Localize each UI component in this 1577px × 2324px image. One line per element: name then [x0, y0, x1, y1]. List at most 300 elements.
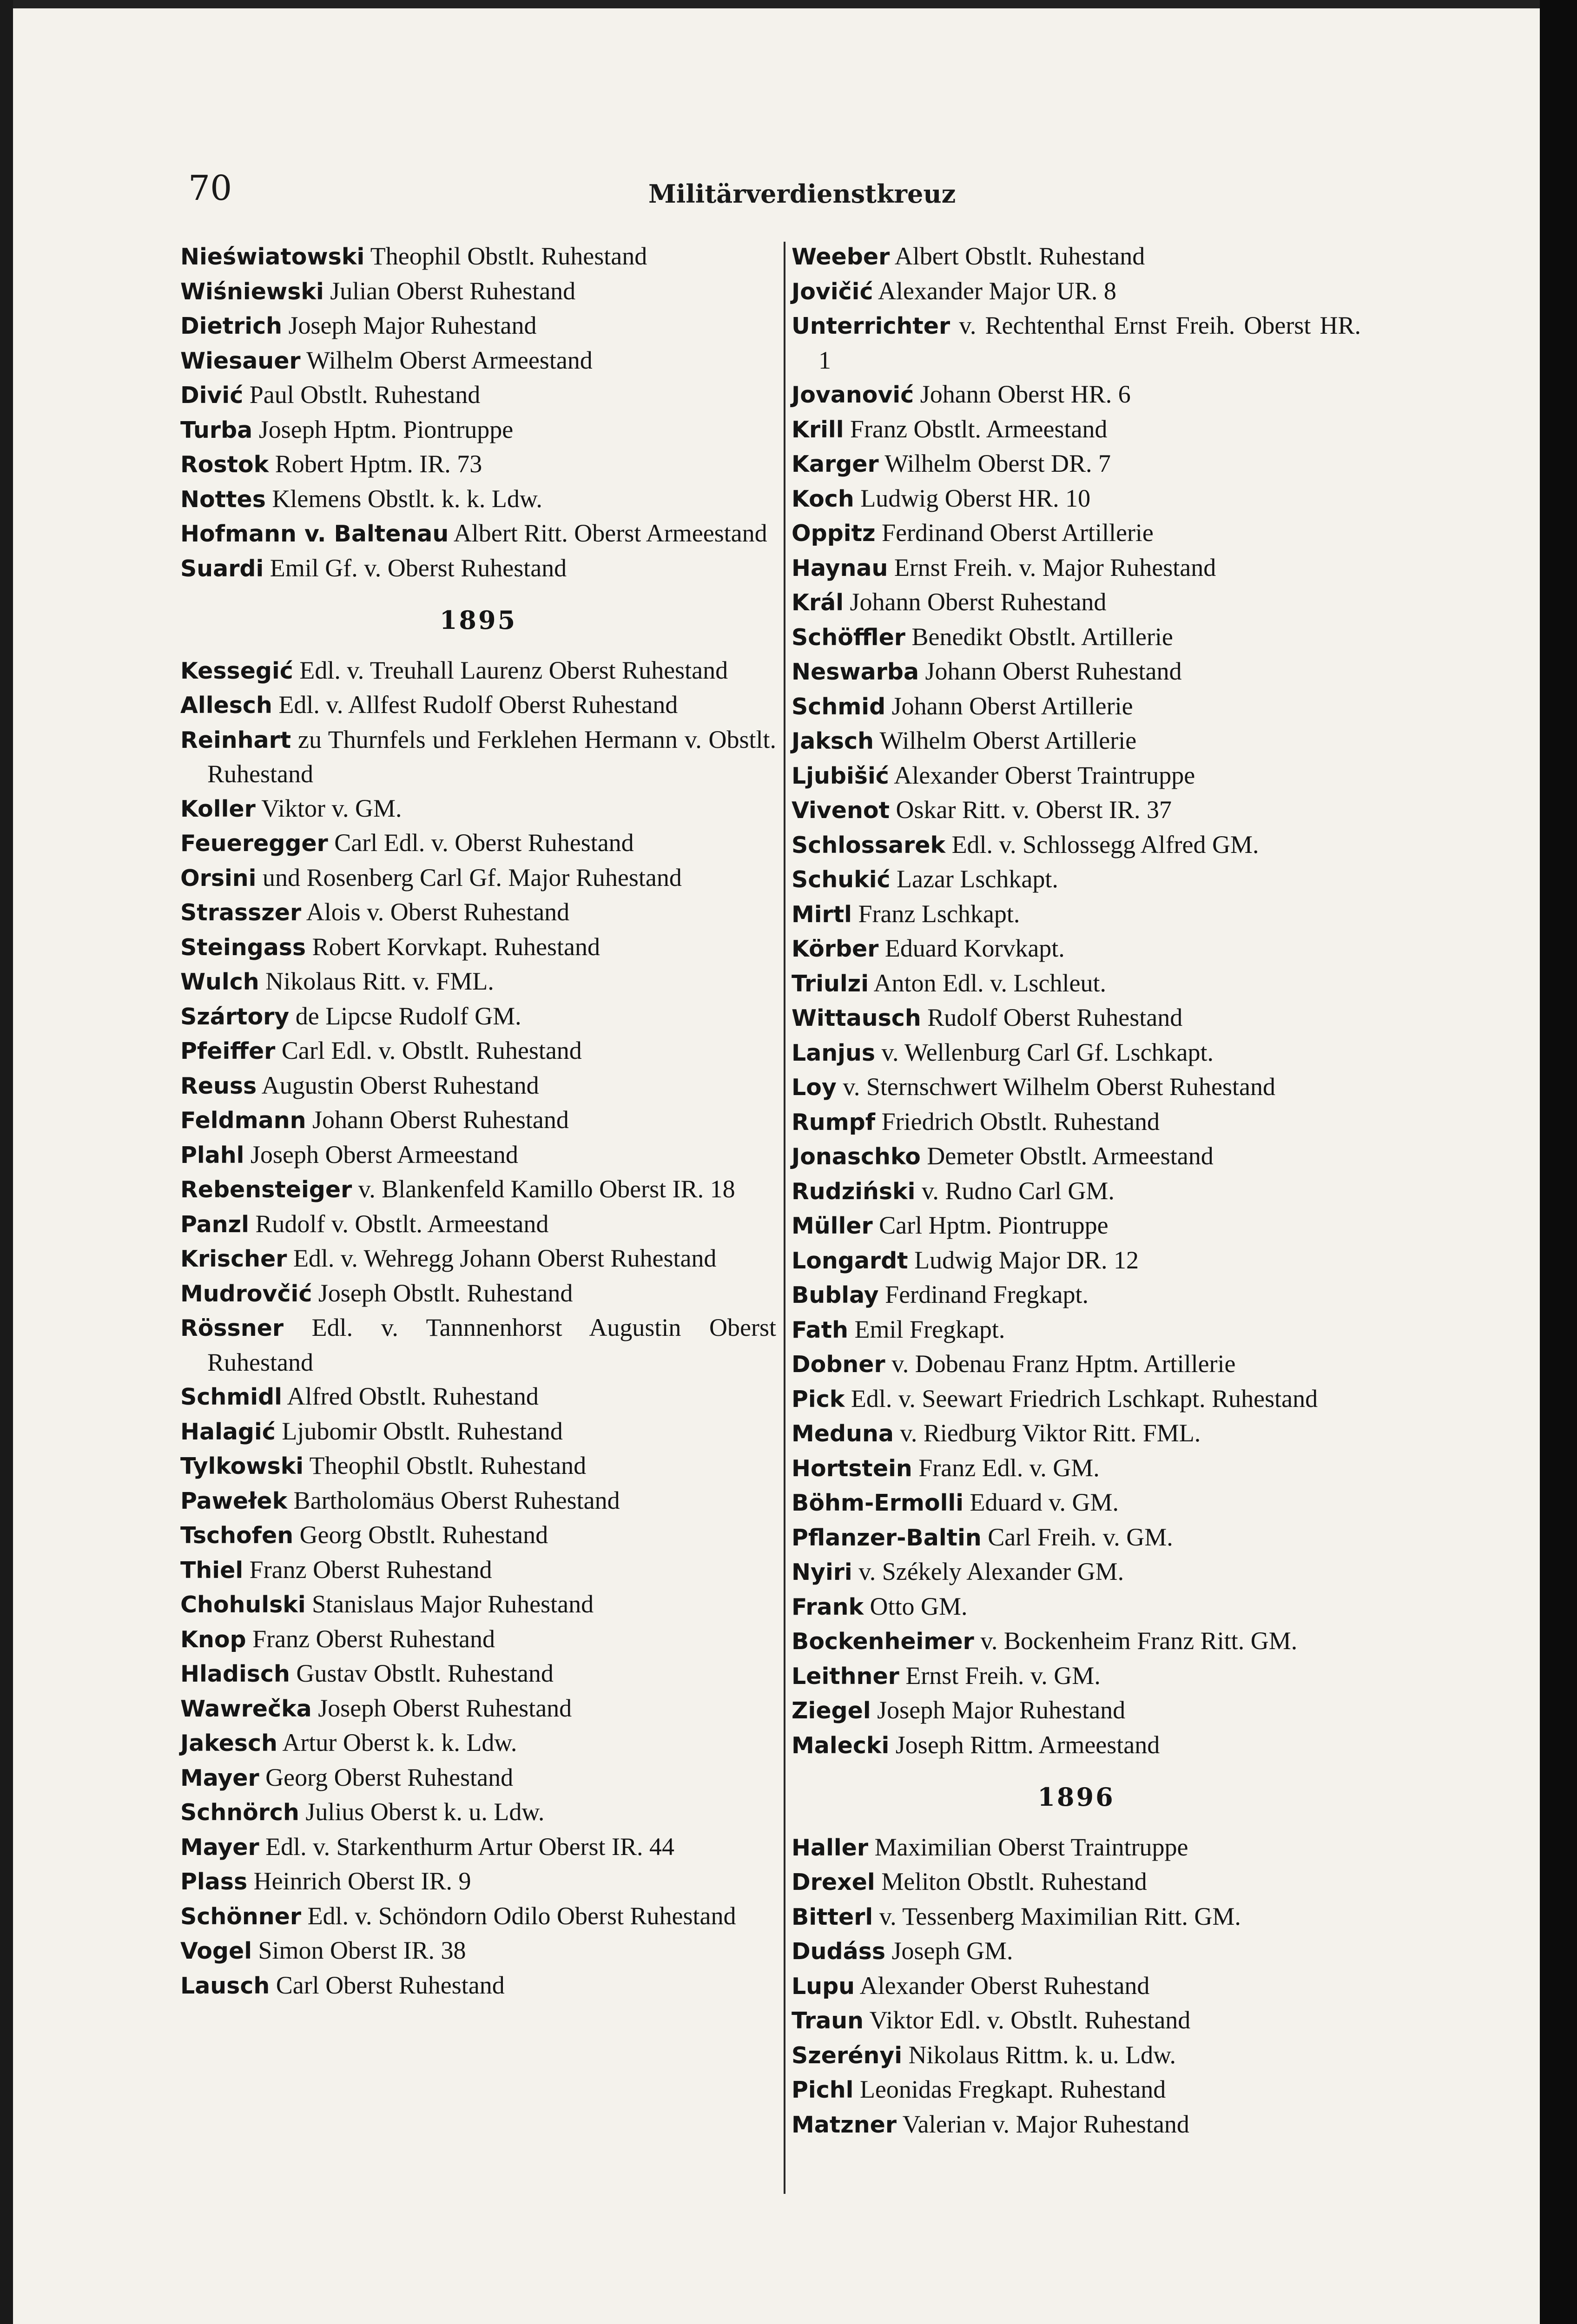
- list-item: [792, 966, 1361, 1001]
- entry-surname: Wiesauer: [180, 347, 301, 374]
- list-item: [180, 723, 776, 792]
- list-item: [180, 1172, 776, 1207]
- entry-details: Eduard v. GM.: [963, 1488, 1119, 1516]
- entry-details: Franz Lschkapt.: [851, 899, 1020, 928]
- right-entries-after-year: [792, 1830, 1361, 2142]
- entry-details: Heinrich Oberst IR. 9: [247, 1867, 471, 1895]
- entry-details: Alexander Oberst Traintruppe: [889, 761, 1195, 789]
- entry-surname: Jakesch: [180, 1730, 277, 1756]
- list-item: [792, 2038, 1361, 2073]
- entry-details: Bartholomäus Oberst Ruhestand: [287, 1486, 620, 1514]
- list-item: [792, 482, 1361, 516]
- list-item: [792, 862, 1361, 897]
- year-heading: 1896: [1037, 1782, 1115, 1812]
- entry-surname: Schlossarek: [792, 832, 946, 858]
- list-item: [792, 1934, 1361, 1969]
- entry-details: Joseph Major Ruhestand: [871, 1696, 1126, 1724]
- entry-surname: Mirtl: [792, 901, 852, 928]
- list-item: [180, 551, 776, 586]
- list-item: [180, 1138, 776, 1173]
- entry-surname: Thiel: [180, 1557, 244, 1584]
- entry-details: Nikolaus Rittm. k. u. Ldw.: [902, 2040, 1176, 2069]
- list-item: [180, 1518, 776, 1553]
- list-item: [180, 1934, 776, 1968]
- list-item: [180, 654, 776, 688]
- entry-surname: Fath: [792, 1316, 848, 1343]
- entry-surname: Pawełek: [180, 1487, 288, 1514]
- entry-details: Georg Obstlt. Ruhestand: [293, 1521, 548, 1549]
- list-item: [180, 1968, 776, 2003]
- entry-surname: Hortstein: [792, 1455, 912, 1482]
- entry-details: Ludwig Oberst HR. 10: [854, 484, 1091, 512]
- entry-surname: Ljubišić: [792, 762, 889, 789]
- scan-edge-left: [0, 0, 13, 2324]
- list-item: [792, 239, 1361, 274]
- list-item: [180, 999, 776, 1034]
- entry-details: v. Rudno Carl GM.: [915, 1176, 1115, 1205]
- entry-surname: Nieświatowski: [180, 244, 365, 270]
- list-item: [792, 1313, 1361, 1347]
- entry-details: Artur Oberst k. k. Ldw.: [277, 1729, 517, 1756]
- list-item: [792, 1174, 1361, 1209]
- entry-surname: Rostok: [180, 451, 269, 478]
- entry-surname: Neswarba: [792, 659, 919, 685]
- entry-details: Wilhelm Oberst Armeestand: [300, 346, 593, 374]
- entry-surname: Schnörch: [180, 1799, 299, 1826]
- entry-details: Oskar Ritt. v. Oberst IR. 37: [890, 796, 1172, 824]
- entry-details: Ljubomir Obstlt. Ruhestand: [275, 1417, 563, 1445]
- entry-surname: Krischer: [180, 1246, 287, 1272]
- list-item: [792, 1900, 1361, 1934]
- entry-surname: Mudrovčić: [180, 1280, 312, 1307]
- entry-surname: Drexel: [792, 1869, 875, 1895]
- entry-details: Demeter Obstlt. Armeestand: [920, 1142, 1214, 1170]
- list-item: [180, 1587, 776, 1622]
- entry-details: v. Bockenheim Franz Ritt. GM.: [974, 1627, 1298, 1655]
- entry-details: Joseph Hptm. Piontruppe: [252, 415, 514, 443]
- entry-surname: Rebensteiger: [180, 1176, 352, 1203]
- entry-details: Simon Oberst IR. 38: [252, 1936, 466, 1964]
- entry-surname: Pfeiffer: [180, 1038, 276, 1064]
- entry-surname: Szerényi: [792, 2042, 903, 2069]
- entry-surname: Knop: [180, 1626, 246, 1653]
- entry-surname: Dietrich: [180, 313, 283, 339]
- list-item: [180, 688, 776, 723]
- entry-details: Rudolf Oberst Ruhestand: [921, 1004, 1183, 1031]
- entry-details: Ludwig Major DR. 12: [908, 1246, 1139, 1274]
- entry-details: Wilhelm Oberst DR. 7: [878, 449, 1111, 477]
- entry-details: v. Dobenau Franz Hptm. Artillerie: [885, 1350, 1236, 1378]
- list-item: [792, 1208, 1361, 1243]
- list-item: [792, 1969, 1361, 2004]
- entry-details: Alexander Oberst Ruhestand: [855, 1971, 1150, 2000]
- entry-surname: Wawrečka: [180, 1695, 312, 1722]
- entry-details: Augustin Oberst Ruhestand: [257, 1071, 539, 1099]
- entry-surname: Malecki: [792, 1732, 890, 1759]
- entry-details: Valerian v. Major Ruhestand: [897, 2110, 1189, 2138]
- entry-surname: Mayer: [180, 1764, 259, 1791]
- entry-surname: Orsini: [180, 865, 257, 891]
- entry-surname: Rudziński: [792, 1178, 916, 1205]
- entry-surname: Panzl: [180, 1211, 249, 1238]
- entry-details: v. Rechtenthal Ernst Freih. Oberst HR. 1: [818, 311, 1361, 374]
- entry-surname: Leithner: [792, 1663, 899, 1690]
- entry-surname: Chohulski: [180, 1591, 306, 1618]
- list-item: [792, 1728, 1361, 1763]
- list-item: [180, 378, 776, 413]
- list-item: [792, 1659, 1361, 1694]
- list-item: [792, 759, 1361, 793]
- list-item: [792, 1590, 1361, 1624]
- entry-details: Carl Edl. v. Oberst Ruhestand: [328, 829, 634, 857]
- entry-details: Alfred Obstlt. Ruhestand: [282, 1382, 539, 1410]
- entry-surname: Wulch: [180, 969, 259, 995]
- entry-details: Franz Edl. v. GM.: [912, 1453, 1100, 1482]
- list-item: [180, 930, 776, 965]
- entry-surname: Krill: [792, 416, 844, 443]
- entry-surname: Körber: [792, 936, 879, 962]
- entry-details: Joseph Rittm. Armeestand: [889, 1730, 1160, 1759]
- list-item: [180, 1034, 776, 1069]
- entry-details: Rudolf v. Obstlt. Armeestand: [249, 1209, 549, 1238]
- entry-details: Edl. v. Wehregg Johann Oberst Ruhestand: [287, 1244, 717, 1272]
- entry-surname: Böhm-Ermolli: [792, 1490, 964, 1516]
- entry-surname: Pick: [792, 1386, 845, 1413]
- entry-surname: Schönner: [180, 1903, 302, 1930]
- list-item: [180, 1691, 776, 1726]
- list-item: [180, 1761, 776, 1796]
- entry-surname: Jonaschko: [792, 1143, 921, 1170]
- entry-details: Wilhelm Oberst Artillerie: [873, 726, 1137, 754]
- entry-surname: Mayer: [180, 1834, 259, 1861]
- list-item: [792, 724, 1361, 759]
- entry-details: Theophil Obstlt. Ruhestand: [304, 1452, 587, 1479]
- entry-surname: Král: [792, 589, 844, 616]
- list-item: [792, 1036, 1361, 1070]
- list-item: [792, 1486, 1361, 1520]
- entry-details: Joseph Oberst Ruhestand: [311, 1694, 572, 1722]
- list-item: [180, 274, 776, 309]
- entry-surname: Steingass: [180, 934, 306, 961]
- entry-surname: Lupu: [792, 1973, 855, 2000]
- entry-surname: Meduna: [792, 1420, 894, 1447]
- entry-surname: Bitterl: [792, 1903, 873, 1930]
- entry-details: v. Sternschwert Wilhelm Oberst Ruhestand: [836, 1073, 1275, 1101]
- entry-details: v. Székely Alexander GM.: [852, 1558, 1124, 1585]
- list-item: [792, 1520, 1361, 1555]
- entry-details: Ferdinand Fregkapt.: [878, 1281, 1089, 1308]
- entry-surname: Schukić: [792, 866, 891, 893]
- entry-details: Lazar Lschkapt.: [890, 865, 1058, 893]
- entry-details: Alexander Major UR. 8: [873, 277, 1116, 305]
- entry-surname: Jovičić: [792, 278, 873, 305]
- left-column: [180, 239, 776, 2003]
- entry-surname: Jovanović: [792, 382, 914, 408]
- entry-surname: Pflanzer-Baltin: [792, 1524, 982, 1551]
- list-item: [792, 1001, 1361, 1036]
- list-item: [180, 964, 776, 999]
- entry-surname: Unterrichter: [792, 313, 950, 339]
- entry-surname: Oppitz: [792, 520, 876, 547]
- entry-details: zu Thurnfels und Ferklehen Hermann v. Obstlt. Ruhestand: [207, 725, 776, 788]
- entry-details: Joseph Oberst Armeestand: [244, 1140, 518, 1169]
- list-item: [792, 689, 1361, 724]
- entry-surname: Dudáss: [792, 1938, 886, 1965]
- entry-surname: Pichl: [792, 2077, 854, 2103]
- list-item: [792, 654, 1361, 689]
- list-item: [180, 413, 776, 448]
- entry-surname: Bublay: [792, 1282, 879, 1308]
- entry-details: Stanislaus Major Ruhestand: [305, 1590, 594, 1618]
- entry-surname: Tschofen: [180, 1522, 294, 1549]
- entry-details: Ernst Freih. v. Major Ruhestand: [888, 553, 1216, 581]
- entry-surname: Hofmann v. Baltenau: [180, 521, 449, 547]
- entry-details: Johann Oberst HR. 6: [914, 380, 1131, 408]
- list-item: [180, 1484, 776, 1519]
- entry-details: Franz Obstlt. Armeestand: [844, 415, 1108, 443]
- entry-surname: Dobner: [792, 1351, 885, 1378]
- entry-surname: Karger: [792, 451, 879, 477]
- list-item: [180, 1830, 776, 1865]
- entry-surname: Traun: [792, 2007, 864, 2034]
- list-item: [792, 931, 1361, 966]
- entry-surname: Divić: [180, 382, 244, 409]
- list-item: [180, 1207, 776, 1242]
- entry-details: Georg Oberst Ruhestand: [259, 1763, 514, 1791]
- entry-details: v. Tessenberg Maximilian Ritt. GM.: [873, 1902, 1241, 1930]
- entry-surname: Haynau: [792, 555, 888, 581]
- entry-details: Albert Ritt. Oberst Armeestand: [449, 519, 767, 547]
- list-item: [180, 1864, 776, 1899]
- list-item: [180, 1241, 776, 1276]
- entry-details: Johann Oberst Ruhestand: [919, 657, 1182, 685]
- list-item: [792, 377, 1361, 412]
- entry-surname: Haller: [792, 1834, 869, 1861]
- list-item: [180, 309, 776, 343]
- entry-details: Carl Hptm. Piontruppe: [872, 1211, 1109, 1239]
- entry-surname: Reuss: [180, 1072, 257, 1099]
- entry-details: Anton Edl. v. Lschleut.: [869, 969, 1106, 997]
- entry-details: Theophil Obstlt. Ruhestand: [364, 242, 647, 270]
- entry-surname: Matzner: [792, 2111, 897, 2138]
- entry-details: Johann Oberst Artillerie: [885, 692, 1133, 720]
- list-item: [180, 826, 776, 861]
- entry-details: und Rosenberg Carl Gf. Major Ruhestand: [256, 863, 682, 891]
- entry-surname: Feueregger: [180, 830, 328, 857]
- list-item: [792, 1693, 1361, 1728]
- list-item: [792, 1105, 1361, 1140]
- entry-surname: Rössner: [180, 1315, 284, 1341]
- entry-surname: Nottes: [180, 486, 266, 513]
- entry-details: v. Wellenburg Carl Gf. Lschkapt.: [875, 1038, 1214, 1066]
- entry-surname: Lausch: [180, 1972, 270, 1999]
- list-item: [792, 1347, 1361, 1382]
- list-item: [792, 516, 1361, 551]
- list-item: [180, 861, 776, 896]
- column-divider: [784, 242, 785, 2194]
- entry-details: Johann Oberst Ruhestand: [306, 1106, 569, 1134]
- entry-surname: Bockenheimer: [792, 1628, 974, 1655]
- list-item: [792, 1865, 1361, 1900]
- list-item: [180, 1657, 776, 1691]
- list-item: [180, 792, 776, 826]
- list-item: [792, 1070, 1361, 1105]
- entry-details: Paul Obstlt. Ruhestand: [243, 381, 481, 409]
- entry-details: Julian Oberst Ruhestand: [323, 277, 576, 305]
- entry-details: Ernst Freih. v. GM.: [899, 1661, 1101, 1690]
- entry-surname: Weeber: [792, 244, 890, 270]
- left-entries-before-year: [180, 239, 776, 586]
- list-item: [180, 1449, 776, 1484]
- entry-details: Edl. v. Starkenthurm Artur Oberst IR. 44: [259, 1832, 675, 1861]
- list-item: [792, 2003, 1361, 2038]
- entry-surname: Wiśniewski: [180, 278, 324, 305]
- list-item: [792, 1451, 1361, 1486]
- entry-details: Edl. v. Tannnenhorst Augustin Oberst Ruhestand: [207, 1314, 776, 1376]
- right-column: [792, 239, 1361, 2142]
- entry-surname: Frank: [792, 1593, 864, 1620]
- entry-surname: Allesch: [180, 692, 272, 719]
- list-item: [792, 274, 1361, 309]
- entry-surname: Jaksch: [792, 728, 874, 754]
- entry-surname: Schmid: [792, 693, 886, 720]
- list-item: [792, 1382, 1361, 1417]
- list-item: [180, 1553, 776, 1588]
- running-head: Militärverdienstkreuz: [648, 179, 956, 209]
- list-item: [180, 1414, 776, 1449]
- list-item: [792, 309, 1361, 377]
- entry-details: Emil Gf. v. Oberst Ruhestand: [264, 554, 567, 582]
- entry-details: Ferdinand Oberst Artillerie: [875, 519, 1154, 547]
- entry-details: de Lipcse Rudolf GM.: [289, 1002, 521, 1030]
- entry-details: Benedikt Obstlt. Artillerie: [905, 622, 1173, 651]
- list-item: [180, 1380, 776, 1414]
- entry-details: Robert Korvkapt. Ruhestand: [306, 932, 600, 961]
- entry-details: Edl. v. Treuhall Laurenz Oberst Ruhestand: [293, 656, 728, 684]
- list-item: [180, 1795, 776, 1830]
- list-item: [792, 585, 1361, 620]
- list-item: [180, 1276, 776, 1311]
- entry-details: Carl Freih. v. GM.: [981, 1523, 1173, 1551]
- entry-surname: Schmidl: [180, 1384, 282, 1410]
- list-item: [180, 447, 776, 482]
- list-item: [180, 1899, 776, 1934]
- entry-surname: Strasszer: [180, 899, 302, 926]
- entry-surname: Vogel: [180, 1938, 252, 1964]
- list-item: [792, 620, 1361, 655]
- entry-surname: Plass: [180, 1868, 248, 1895]
- entry-surname: Szártory: [180, 1003, 290, 1030]
- entry-details: Maximilian Oberst Traintruppe: [868, 1833, 1188, 1861]
- entry-details: Viktor Edl. v. Obstlt. Ruhestand: [864, 2006, 1191, 2034]
- entry-surname: Suardi: [180, 555, 264, 582]
- entry-details: Franz Oberst Ruhestand: [246, 1624, 495, 1653]
- entry-details: Viktor v. GM.: [255, 794, 402, 822]
- entry-surname: Koch: [792, 485, 854, 512]
- list-item: [792, 1139, 1361, 1174]
- entry-surname: Halagić: [180, 1418, 276, 1445]
- entry-surname: Hladisch: [180, 1661, 290, 1687]
- entry-details: Alois v. Oberst Ruhestand: [301, 898, 570, 926]
- list-item: [792, 1416, 1361, 1451]
- entry-surname: Plahl: [180, 1142, 244, 1169]
- list-item: [180, 239, 776, 274]
- list-item: [180, 1311, 776, 1380]
- entry-surname: Vivenot: [792, 797, 890, 824]
- list-item: [792, 793, 1361, 828]
- entry-surname: Koller: [180, 795, 256, 822]
- entry-details: Carl Oberst Ruhestand: [270, 1971, 505, 1999]
- entry-surname: Triulzi: [792, 970, 869, 997]
- entry-surname: Müller: [792, 1213, 873, 1239]
- list-item: [180, 895, 776, 930]
- list-item: [180, 482, 776, 517]
- entry-details: Edl. v. Schöndorn Odilo Oberst Ruhestand: [301, 1901, 736, 1930]
- entry-surname: Turba: [180, 416, 253, 443]
- entry-details: Julius Oberst k. u. Ldw.: [299, 1798, 545, 1826]
- entry-details: Gustav Obstlt. Ruhestand: [290, 1659, 554, 1687]
- list-item: [180, 1726, 776, 1761]
- list-item: [180, 1103, 776, 1138]
- entry-details: Friedrich Obstlt. Ruhestand: [875, 1107, 1160, 1136]
- entry-details: Edl. v. Seewart Friedrich Lschkapt. Ruhestand: [845, 1384, 1318, 1413]
- entry-surname: Schöffler: [792, 624, 905, 651]
- list-item: [792, 1278, 1361, 1313]
- entry-surname: Rumpf: [792, 1109, 876, 1136]
- entry-surname: Reinhart: [180, 726, 291, 753]
- list-item: [792, 1830, 1361, 1865]
- list-item: [792, 1555, 1361, 1590]
- list-item: [180, 1069, 776, 1103]
- entry-surname: Lanjus: [792, 1039, 876, 1066]
- entry-surname: Ziegel: [792, 1697, 871, 1724]
- entry-details: Franz Oberst Ruhestand: [243, 1555, 492, 1584]
- entry-surname: Wittausch: [792, 1005, 921, 1031]
- entry-details: Nikolaus Ritt. v. FML.: [259, 967, 494, 995]
- list-item: [792, 1243, 1361, 1278]
- entry-details: Otto GM.: [864, 1592, 968, 1620]
- right-entries-before-year: [792, 239, 1361, 1763]
- entry-details: Edl. v. Allfest Rudolf Oberst Ruhestand: [272, 691, 678, 719]
- entry-surname: Longardt: [792, 1247, 908, 1274]
- entry-details: Klemens Obstlt. k. k. Ldw.: [265, 484, 542, 513]
- scan-edge-right: [1540, 0, 1577, 2324]
- list-item: [180, 343, 776, 378]
- list-item: [180, 516, 776, 551]
- page-number: 70: [188, 168, 232, 208]
- entry-details: Carl Edl. v. Obstlt. Ruhestand: [275, 1037, 582, 1064]
- entry-details: Johann Oberst Ruhestand: [844, 588, 1107, 616]
- entry-surname: Loy: [792, 1074, 837, 1101]
- entry-details: Joseph GM.: [885, 1937, 1013, 1965]
- left-entries-after-year: [180, 654, 776, 2003]
- entry-details: v. Riedburg Viktor Ritt. FML.: [893, 1419, 1201, 1447]
- list-item: [792, 897, 1361, 932]
- entry-surname: Kessegić: [180, 657, 293, 684]
- entry-surname: Feldmann: [180, 1107, 306, 1134]
- entry-details: v. Blankenfeld Kamillo Oberst IR. 18: [352, 1175, 735, 1203]
- entry-details: Eduard Korvkapt.: [878, 934, 1065, 962]
- list-item: [792, 412, 1361, 447]
- entry-details: Joseph Major Ruhestand: [282, 311, 537, 339]
- scan-edge-top: [0, 0, 1577, 8]
- entry-details: Emil Fregkapt.: [848, 1315, 1005, 1343]
- list-item: [792, 447, 1361, 482]
- entry-surname: Tylkowski: [180, 1453, 304, 1479]
- entry-details: Robert Hptm. IR. 73: [269, 450, 482, 478]
- entry-details: Meliton Obstlt. Ruhestand: [875, 1868, 1147, 1895]
- entry-surname: Nyiri: [792, 1559, 852, 1585]
